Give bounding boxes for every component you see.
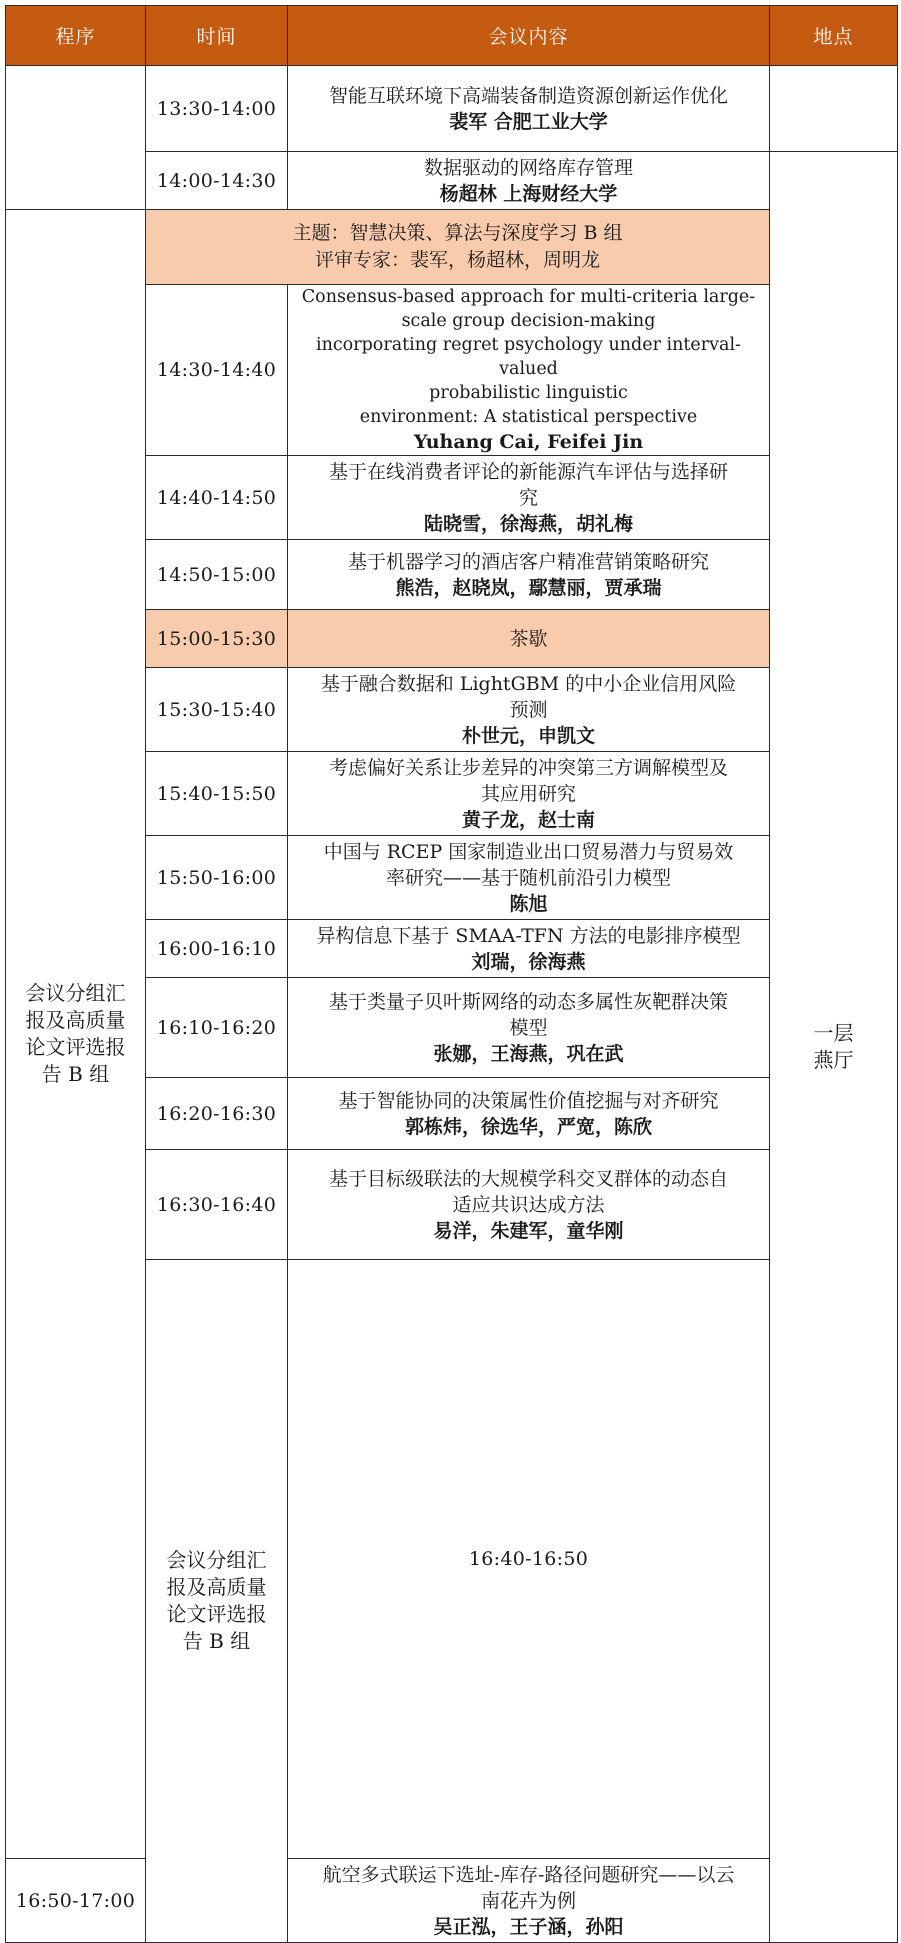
session-title: 智能互联环境下高端装备制造资源创新运作优化 bbox=[328, 84, 728, 107]
session-authors: Yuhang Cai, Feifei Jin bbox=[413, 431, 644, 453]
theme-topic: 主题：智慧决策、算法与深度学习 B 组 bbox=[292, 222, 623, 244]
session-authors: 陈旭 bbox=[509, 892, 548, 915]
session-time: 16:00-16:10 bbox=[146, 920, 288, 978]
program-cell-empty bbox=[6, 66, 146, 210]
session-time: 16:40-16:50 bbox=[288, 1260, 770, 1859]
session-content bbox=[288, 1078, 770, 1150]
session-title: 航空多式联运下选址-库存-路径问题研究——以云 bbox=[322, 1863, 735, 1886]
session-content bbox=[288, 1150, 770, 1260]
session-authors: 黄子龙，赵士南 bbox=[461, 808, 595, 831]
session-authors: 张娜，王海燕，巩在武 bbox=[433, 1042, 624, 1065]
tea-break-time: 15:00-15:30 bbox=[146, 610, 288, 668]
session-title: Consensus-based approach for multi-criteria large- bbox=[301, 287, 756, 307]
venue-line: 一层 bbox=[813, 1021, 854, 1045]
session-title: 适应共识达成方法 bbox=[452, 1193, 605, 1216]
session-title: 其应用研究 bbox=[480, 782, 576, 805]
theme-row bbox=[6, 210, 898, 285]
session-title: probabilistic linguistic bbox=[429, 383, 628, 403]
session-title: 基于类量子贝叶斯网络的动态多属性灰靶群决策 bbox=[328, 990, 728, 1013]
header-time: 时间 bbox=[146, 6, 288, 66]
session-title: 率研究——基于随机前沿引力模型 bbox=[385, 866, 671, 889]
program-label-line: 会议分组汇 bbox=[25, 981, 126, 1005]
session-content bbox=[288, 456, 770, 540]
session-time: 16:50-17:00 bbox=[6, 1859, 146, 1943]
session-time: 16:30-16:40 bbox=[146, 1150, 288, 1260]
session-content bbox=[288, 66, 770, 152]
program-label-line: 报及高质量 bbox=[25, 1008, 126, 1032]
session-authors: 裴军 合肥工业大学 bbox=[449, 110, 608, 133]
session-content bbox=[288, 152, 770, 210]
session-title: 基于在线消费者评论的新能源汽车评估与选择研 bbox=[328, 460, 728, 483]
venue-cell bbox=[770, 152, 898, 1943]
session-title: 异构信息下基于 SMAA-TFN 方法的电影排序模型 bbox=[316, 924, 741, 947]
session-content bbox=[288, 978, 770, 1078]
session-title: 基于机器学习的酒店客户精准营销策略研究 bbox=[347, 550, 709, 573]
session-authors: 陆晓雪，徐海燕，胡礼梅 bbox=[423, 512, 633, 535]
program-label-line: 告 B 组 bbox=[41, 1062, 110, 1086]
session-time: 16:10-16:20 bbox=[146, 978, 288, 1078]
session-time: 14:30-14:40 bbox=[146, 285, 288, 456]
session-time: 15:50-16:00 bbox=[146, 836, 288, 920]
session-title: 中国与 RCEP 国家制造业出口贸易潜力与贸易效 bbox=[323, 840, 734, 863]
venue-cell-empty bbox=[770, 66, 898, 152]
program-label-line: 会议分组汇 bbox=[166, 1548, 267, 1572]
session-title: 南花卉为例 bbox=[480, 1889, 576, 1912]
session-row bbox=[6, 66, 898, 152]
header-program: 程序 bbox=[6, 6, 146, 66]
session-content bbox=[288, 836, 770, 920]
session-time: 14:50-15:00 bbox=[146, 540, 288, 610]
session-authors: 熊浩，赵晓岚，鄢慧丽，贾承瑞 bbox=[395, 576, 662, 599]
session-title: 基于融合数据和 LightGBM 的中小企业信用风险 bbox=[320, 672, 737, 695]
session-title: 数据驱动的网络库存管理 bbox=[423, 156, 633, 179]
theme-cell bbox=[146, 210, 770, 285]
session-content bbox=[288, 752, 770, 836]
session-title: 究 bbox=[518, 486, 538, 509]
schedule-table bbox=[5, 5, 898, 1943]
program-label-line: 报及高质量 bbox=[166, 1575, 267, 1599]
session-title: environment: A statistical perspective bbox=[359, 407, 698, 427]
program-label-line: 告 B 组 bbox=[182, 1629, 251, 1653]
header-venue: 地点 bbox=[770, 6, 898, 66]
program-group-label bbox=[146, 1260, 288, 1943]
session-content bbox=[288, 920, 770, 978]
tea-break-label: 茶歇 bbox=[288, 610, 770, 668]
session-content bbox=[288, 668, 770, 752]
session-content bbox=[288, 285, 770, 456]
session-row bbox=[6, 1859, 898, 1943]
session-title: 基于目标级联法的大规模学科交叉群体的动态自 bbox=[328, 1167, 728, 1190]
session-title: 预测 bbox=[509, 698, 548, 721]
session-title: scale group decision-making bbox=[401, 311, 656, 331]
session-authors: 朴世元，申凯文 bbox=[461, 724, 595, 747]
session-time: 13:30-14:00 bbox=[146, 66, 288, 152]
session-authors: 刘瑞，徐海燕 bbox=[471, 950, 586, 973]
session-title: incorporating regret psychology under interval-valued bbox=[316, 335, 741, 379]
session-time: 14:00-14:30 bbox=[146, 152, 288, 210]
program-group-label bbox=[6, 210, 146, 1859]
theme-reviewers: 评审专家：裴军，杨超林，周明龙 bbox=[314, 249, 600, 271]
session-content bbox=[288, 540, 770, 610]
session-title: 基于智能协同的决策属性价值挖掘与对齐研究 bbox=[338, 1089, 719, 1112]
session-time: 15:30-15:40 bbox=[146, 668, 288, 752]
session-content bbox=[288, 1859, 770, 1943]
header-content: 会议内容 bbox=[288, 6, 770, 66]
venue-line: 燕厅 bbox=[813, 1048, 854, 1072]
session-authors: 吴正泓，王子涵，孙阳 bbox=[433, 1915, 624, 1938]
program-label-line: 论文评选报 bbox=[166, 1602, 267, 1626]
session-authors: 杨超林 上海财经大学 bbox=[439, 182, 618, 205]
session-time: 16:20-16:30 bbox=[146, 1078, 288, 1150]
session-time: 14:40-14:50 bbox=[146, 456, 288, 540]
program-label-line: 论文评选报 bbox=[25, 1035, 126, 1059]
session-authors: 易洋，朱建军，童华刚 bbox=[433, 1219, 624, 1242]
session-title: 模型 bbox=[509, 1016, 548, 1039]
header-row bbox=[6, 6, 898, 66]
session-title: 考虑偏好关系让步差异的冲突第三方调解模型及 bbox=[328, 756, 728, 779]
session-authors: 郭栋炜，徐选华，严宽，陈欣 bbox=[404, 1115, 652, 1138]
session-time: 15:40-15:50 bbox=[146, 752, 288, 836]
